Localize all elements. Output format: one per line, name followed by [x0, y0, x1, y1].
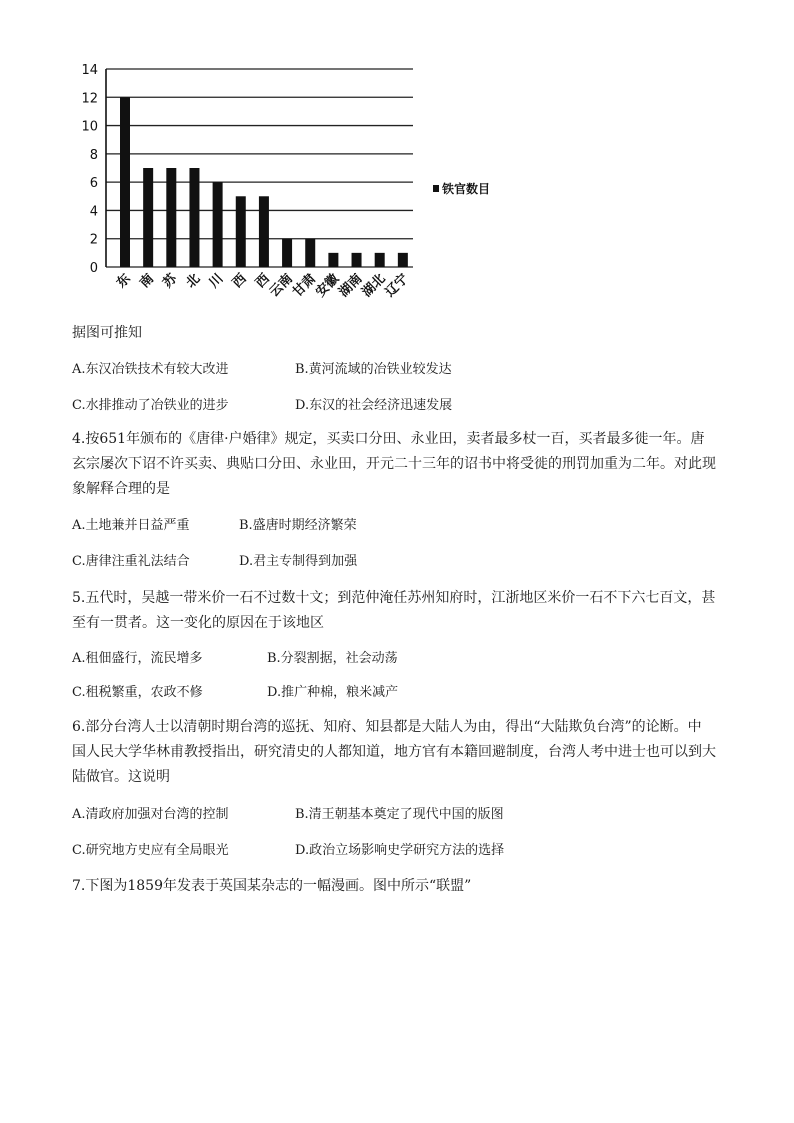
y-tick-label: 0 — [89, 261, 98, 276]
q4-line-2: 玄宗屡次下诏不许买卖、典贴口分田、永业田，开元二十三年的诏书中将受徙的刑罚加重为二年。对此现 — [72, 456, 716, 472]
q6-option-b: B.清王朝基本奠定了现代中国的版图 — [295, 807, 504, 822]
x-axis-labels — [113, 270, 411, 300]
q6-line-1: 6.部分台湾人士以清朝时期台湾的巡抚、知府、知县都是大陆人为由，得出“大陆欺负台湾”的论断。中 — [72, 719, 702, 735]
x-tick-label: 西 — [229, 271, 250, 292]
q4-stem — [72, 427, 724, 502]
bar — [328, 253, 338, 267]
x-tick-label: 西 — [252, 271, 273, 292]
x-tick-label: 湖南 — [336, 271, 366, 301]
q5-option-d: D.推广种棉，粮米减产 — [267, 685, 399, 700]
x-tick-label: 辽宁 — [382, 271, 412, 301]
y-tick-label: 12 — [81, 91, 98, 107]
q3-option-a: A.东汉冶铁技术有较大改进 — [72, 362, 229, 377]
bar — [236, 196, 246, 267]
q4-line-3: 象解释合理的是 — [72, 481, 170, 497]
bar — [213, 182, 223, 267]
y-tick-label: 4 — [89, 204, 98, 220]
q4-option-a: A.土地兼并日益严重 — [72, 518, 190, 533]
y-tick-label: 10 — [81, 119, 98, 135]
bar — [259, 196, 269, 267]
bar — [120, 97, 130, 267]
y-tick-label: 6 — [89, 176, 98, 192]
q5-option-a: A.租佃盛行，流民增多 — [72, 651, 203, 666]
q5-line-2: 至有一贯者。这一变化的原因在于该地区 — [72, 615, 324, 631]
x-tick-label: 北 — [183, 271, 204, 292]
bar — [282, 239, 292, 267]
bar — [166, 168, 176, 267]
q3-option-d: D.东汉的社会经济迅速发展 — [295, 398, 453, 413]
q6-line-3: 陆做官。这说明 — [72, 769, 170, 785]
q5-stem — [72, 586, 724, 636]
bar — [189, 168, 199, 267]
bar — [352, 253, 362, 267]
x-tick-label: 苏 — [160, 271, 181, 292]
bar — [143, 168, 153, 267]
q6-option-c: C.研究地方史应有全局眼光 — [72, 843, 229, 858]
legend-swatch — [433, 185, 439, 192]
q5-option-b: B.分裂割据，社会动荡 — [267, 651, 398, 666]
y-tick-label: 2 — [89, 232, 98, 248]
q3-option-b: B.黄河流域的冶铁业较发达 — [295, 362, 452, 377]
q4-option-b: B.盛唐时期经济繁荣 — [239, 518, 357, 533]
bar — [398, 253, 408, 267]
y-axis-ticks — [81, 63, 98, 276]
q4-option-d: D.君主专制得到加强 — [239, 554, 358, 569]
q4-option-c: C.唐律注重礼法结合 — [72, 554, 190, 569]
q6-stem — [72, 715, 724, 790]
legend-label: 铁官数目 — [442, 182, 491, 196]
x-tick-label: 东 — [114, 271, 134, 292]
x-tick-label: 川 — [206, 271, 227, 292]
bar — [375, 253, 385, 267]
y-tick-label: 8 — [89, 147, 98, 163]
q4-line-1: 4.按651年颁布的《唐律·户婚律》规定，买卖口分田、永业田，卖者最多杖一百，买者最多徙一年。唐 — [72, 431, 705, 447]
iron-office-bar-chart — [70, 55, 510, 315]
q3-option-c: C.水排推动了冶铁业的进步 — [72, 398, 229, 413]
q7-stem: 7.下图为1859年发表于英国某杂志的一幅漫画。图中所示“联盟” — [72, 878, 472, 894]
q6-option-a: A.清政府加强对台湾的控制 — [72, 807, 229, 822]
x-tick-label: 湖北 — [359, 271, 389, 301]
q6-line-2: 国人民大学华林甫教授指出，研究清史的人都知道，地方官有本籍回避制度，台湾人考中进士也可以到大 — [72, 744, 716, 760]
x-tick-label: 安徽 — [313, 271, 343, 301]
x-tick-label: 南 — [137, 271, 157, 292]
x-tick-label: 云南 — [266, 271, 296, 301]
q6-option-d: D.政治立场影响史学研究方法的选择 — [295, 843, 505, 858]
x-tick-label: 甘肃 — [290, 271, 320, 301]
q5-option-c: C.租税繁重，农政不修 — [72, 685, 203, 700]
y-tick-label: 14 — [81, 63, 98, 78]
bar — [305, 239, 315, 267]
chart-legend — [433, 181, 490, 196]
q3-stem: 据图可推知 — [72, 325, 142, 341]
q5-line-1: 5.五代时，吴越一带米价一石不过数十文；到范仲淹任苏州知府时，江浙地区米价一石不下六七百文，甚 — [72, 590, 716, 606]
